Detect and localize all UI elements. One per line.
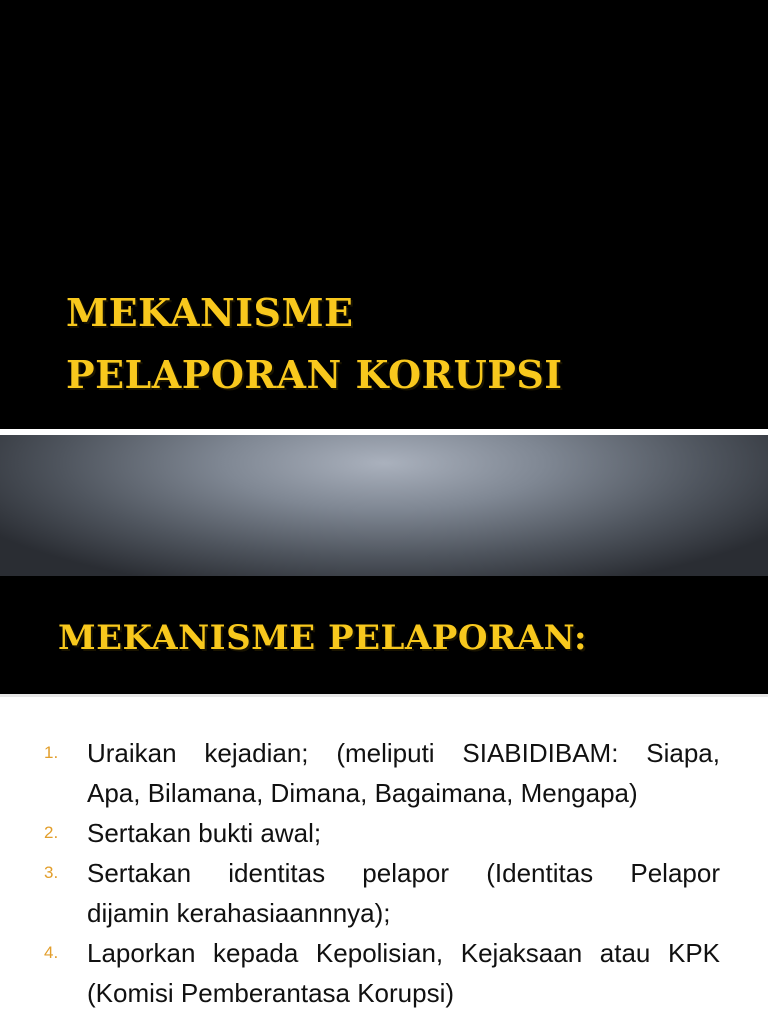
list-number: 3.	[44, 863, 59, 882]
list-item-text: Sertakan bukti awal;	[87, 818, 322, 848]
slide-title-line-1: MEKANISME	[66, 290, 354, 335]
list-item	[44, 813, 720, 853]
title-slide	[0, 0, 768, 429]
content-slide-title: MEKANISME PELAPORAN:	[58, 618, 588, 658]
content-slide-body	[0, 697, 768, 1024]
list-item	[44, 733, 720, 813]
list-number: 2.	[44, 823, 59, 842]
slide-title-line-2: PELAPORAN KORUPSI	[66, 352, 563, 397]
gradient-band	[0, 435, 768, 576]
steps-list	[44, 733, 720, 1013]
list-item-text: dijamin kerahasiaannnya);	[87, 898, 391, 928]
list-number: 4.	[44, 943, 59, 962]
list-item	[44, 853, 720, 933]
list-number: 1.	[44, 743, 59, 762]
list-item-text: Sertakan identitas pelapor (Identitas Pelapor	[87, 858, 720, 888]
list-item-text: Laporkan kepada Kepolisian, Kejaksaan atau KPK	[87, 938, 720, 968]
list-item-text: Apa, Bilamana, Dimana, Bagaimana, Mengapa)	[87, 778, 638, 808]
list-item	[44, 933, 720, 1013]
list-item-text: Uraikan kejadian; (meliputi SIABIDIBAM: Siapa,	[87, 738, 720, 768]
list-item-text: (Komisi Pemberantasa Korupsi)	[87, 978, 455, 1008]
